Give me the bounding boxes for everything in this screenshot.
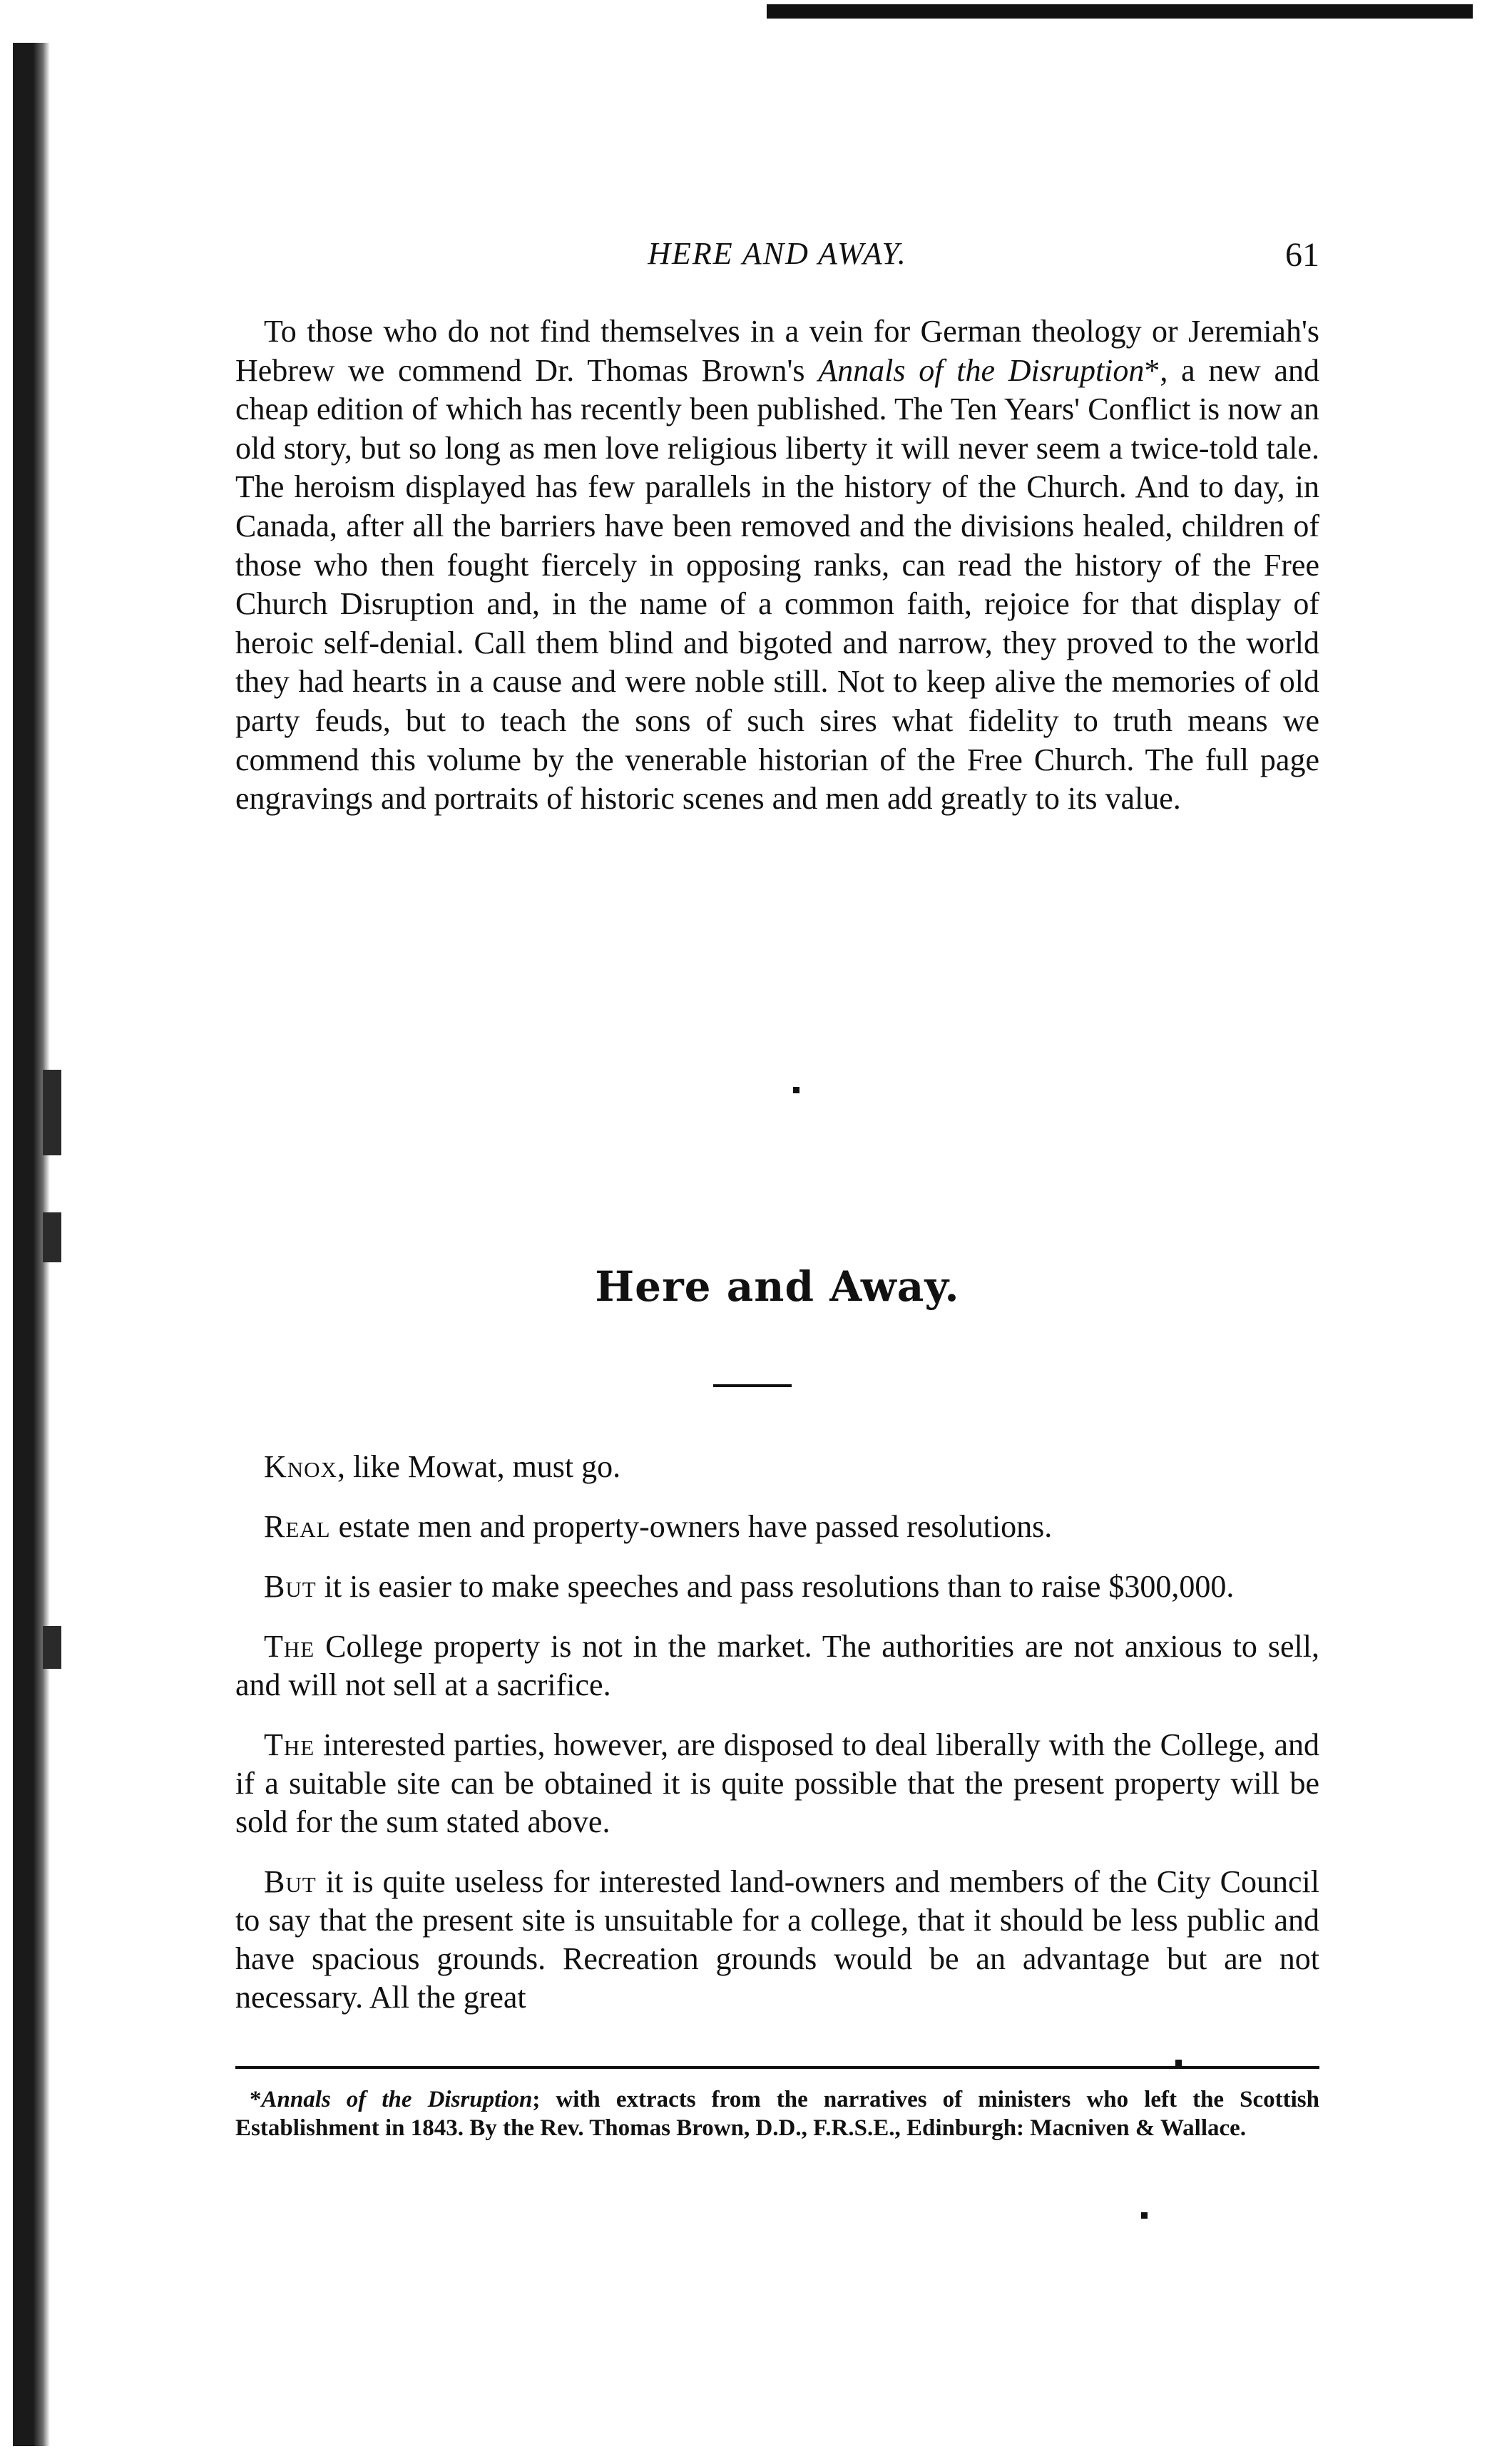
news-item: [235, 1726, 1319, 1841]
stray-mark: [1141, 2212, 1148, 2219]
section-divider: [713, 1384, 792, 1387]
stray-mark: [793, 1087, 799, 1093]
news-item: [235, 1568, 1319, 1606]
news-items: [235, 1448, 1319, 2038]
stray-mark: [1175, 2060, 1182, 2066]
item-lead-word: Real: [264, 1509, 331, 1544]
item-lead-word: But: [264, 1864, 317, 1899]
item-lead-word: But: [264, 1569, 317, 1604]
item-text: it is quite useless for interested land-owners and members of the City Council to say that the present site is unsuitable for a college, that it should be less public and have spacious grounds. Recreation grounds would be an advantage but are not necessary. All the great: [235, 1864, 1319, 2015]
item-lead-word: The: [264, 1727, 315, 1762]
spine-notch: [43, 1070, 61, 1155]
footnote-title: Annals of the Disruption: [261, 2087, 533, 2112]
top-edge-rule: [767, 4, 1473, 19]
running-head: [235, 235, 1319, 285]
review-text-rest: *, a new and cheap edition of which has recently been published. The Ten Years' Conflict is now an old story, but so long as men love religious liberty it will never seem a twice-told tale. The heroism displayed has few parallels in the history of the Church. And to day, in Canada, after all the barriers have been removed and the divisions healed, children of those who then fought fiercely in opposing ranks, can read the history of the Free Church Disruption and, in the name of a common faith, rejoice for that display of heroic self-denial. Call them blind and bigoted and narrow, they proved to the world they had hearts in a cause and were noble still. Not to keep alive the memories of old party feuds, but to teach the sons of such sires what fidelity to truth means we commend this volume by the venerable historian of the Free Church. The full page engravings and portraits of historic scenes and men add greatly to its value.: [235, 352, 1319, 817]
section-heading: Here and Away.: [595, 1262, 960, 1311]
item-text: , like Mowat, must go.: [337, 1449, 621, 1484]
news-item: [235, 1627, 1319, 1704]
book-title: Annals of the Disruption: [818, 352, 1145, 388]
item-text: College property is not in the market. The authorities are not anxious to sell, and will not sell at a sacrifice.: [235, 1629, 1319, 1702]
item-text: it is easier to make speeches and pass resolutions than to raise $300,000.: [316, 1569, 1235, 1604]
footnote: [235, 2085, 1319, 2142]
review-text-start: To those who do not find themselves in a vein for German theology or Jeremiah's Hebrew we commend Dr. Thomas Brown's: [235, 314, 1319, 388]
news-item: [235, 1863, 1319, 2017]
footnote-mark: *: [250, 2087, 262, 2112]
spine-notch: [43, 1212, 61, 1262]
item-text: interested parties, however, are disposed to deal liberally with the College, and if a suitable site can be obtained it is quite possible that the present property will be sold for the sum stated above.: [235, 1727, 1319, 1839]
news-item: [235, 1508, 1319, 1546]
page-number: 61: [1285, 236, 1319, 274]
spine-notch: [43, 1626, 61, 1669]
item-lead-word: Knox: [264, 1449, 337, 1484]
footnote-rule: [235, 2066, 1319, 2069]
item-text: estate men and property-owners have passed resolutions.: [330, 1509, 1053, 1544]
footnote-text: ; with extracts from the narratives of ministers who left the Scottish Establishment in 1843. By the Rev. Thomas Brown, D.D., F.R.S.E., Edinburgh: Macniven & Wallace.: [235, 2087, 1319, 2141]
news-item: [235, 1448, 1319, 1486]
running-title: HERE AND AWAY.: [648, 236, 907, 271]
item-lead-word: The: [264, 1629, 315, 1664]
review-paragraph: [235, 312, 1319, 819]
